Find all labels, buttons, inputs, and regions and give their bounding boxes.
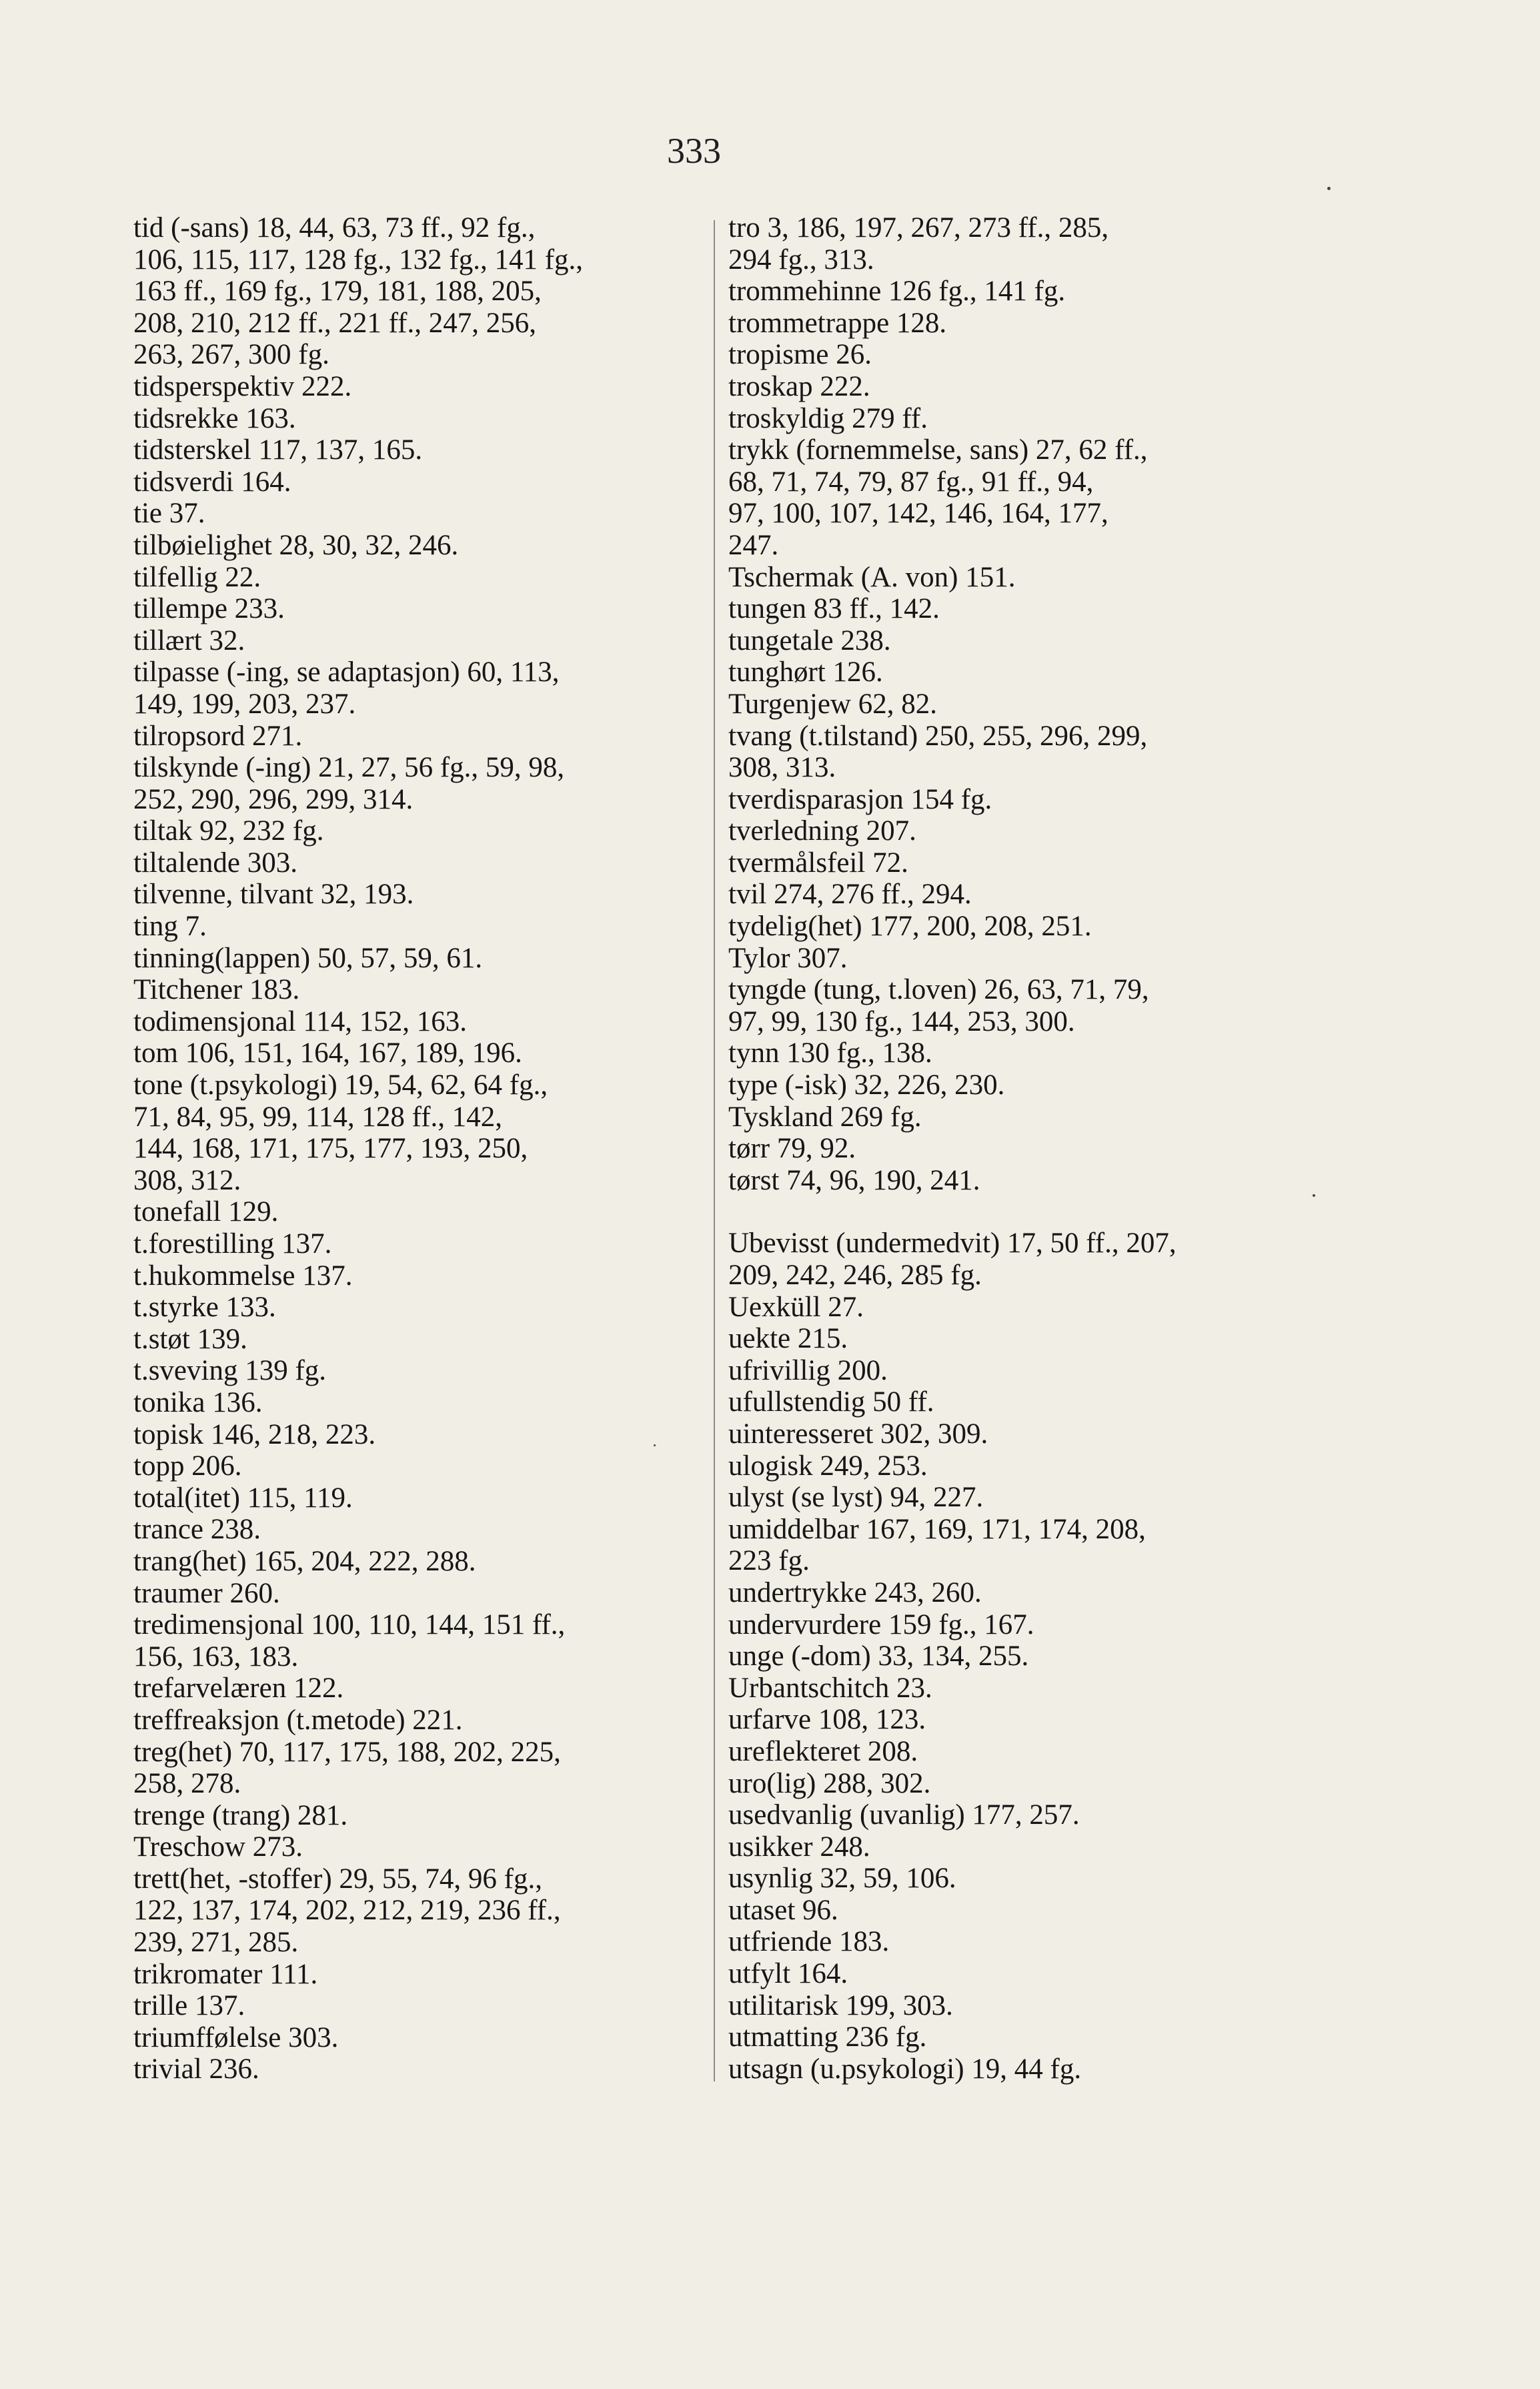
index-entry <box>728 974 1309 1037</box>
index-entry-line: tidsrekke 163. <box>133 402 296 434</box>
index-entry <box>728 1736 1309 1768</box>
index-entry <box>133 1450 714 1482</box>
index-entry-line: Tylor 307. <box>728 942 848 974</box>
index-entry-line: utfriende 183. <box>728 1926 890 1958</box>
index-entry <box>728 1863 1309 1895</box>
index-entry-line: tørst 74, 96, 190, 241. <box>728 1164 980 1196</box>
index-entry <box>728 276 1309 308</box>
index-entry-line: tom 106, 151, 164, 167, 189, 196. <box>133 1037 522 1069</box>
index-entry-line: tidsperspektiv 222. <box>133 370 352 402</box>
section-gap <box>728 1196 1309 1228</box>
index-entry <box>728 562 1309 594</box>
index-entry <box>728 2053 1309 2085</box>
index-entry <box>133 2022 714 2054</box>
index-entry <box>133 1673 714 1705</box>
index-entry-line: ureflekteret 208. <box>728 1735 918 1767</box>
index-entry-line: Treschow 273. <box>133 1831 303 1863</box>
index-entry <box>728 1831 1309 1863</box>
index-entry-continuation: 247. <box>728 529 779 561</box>
index-entry-line: tillempe 233. <box>133 593 285 625</box>
index-entry <box>728 911 1309 943</box>
index-entry <box>728 656 1309 688</box>
index-entry-line: Urbantschitch 23. <box>728 1672 932 1704</box>
index-entry-line: uekte 215. <box>728 1323 848 1355</box>
index-entry <box>133 1609 714 1673</box>
index-entry-line: troskyldig 279 ff. <box>728 402 928 434</box>
index-entry-line: ulogisk 249, 253. <box>728 1450 928 1482</box>
index-entry <box>133 371 714 403</box>
index-entry <box>728 815 1309 847</box>
index-entry <box>728 1577 1309 1609</box>
index-entry-line: tillært 32. <box>133 624 245 656</box>
index-entry-continuation: 71, 84, 95, 99, 114, 128 ff., 142, <box>133 1101 503 1133</box>
index-entry <box>133 562 714 594</box>
index-entry <box>728 1768 1309 1800</box>
index-entry <box>133 1514 714 1546</box>
index-entry-line: treg(het) 70, 117, 175, 188, 202, 225, <box>133 1736 561 1768</box>
index-entry <box>133 1355 714 1387</box>
index-entry <box>728 784 1309 816</box>
index-entry-line: trenge (trang) 281. <box>133 1799 348 1831</box>
index-entry <box>133 2053 714 2085</box>
index-entry-line: tone (t.psykologi) 19, 54, 62, 64 fg., <box>133 1069 548 1101</box>
index-entry-line: tid (-sans) 18, 44, 63, 73 ff., 92 fg., <box>133 212 536 244</box>
index-entry <box>728 593 1309 625</box>
index-entry-line: t.styrke 133. <box>133 1292 276 1324</box>
index-entry-line: type (-isk) 32, 226, 230. <box>728 1069 1005 1101</box>
index-entry-line: tidsverdi 164. <box>133 466 291 498</box>
index-entry <box>728 1450 1309 1482</box>
index-entry <box>728 2021 1309 2053</box>
index-entry <box>133 1006 714 1038</box>
index-entry <box>728 1609 1309 1641</box>
index-entry <box>133 1324 714 1356</box>
index-entry-line: trykk (fornemmelse, sans) 27, 62 ff., <box>728 434 1148 466</box>
index-entry-continuation: 223 fg. <box>728 1545 810 1577</box>
index-entry <box>728 1292 1309 1324</box>
index-entry <box>728 1323 1309 1355</box>
index-entry <box>133 847 714 879</box>
index-entry-line: troskap 222. <box>728 370 870 402</box>
index-entry <box>133 625 714 657</box>
index-entry <box>133 1037 714 1069</box>
index-entry-line: tyngde (tung, t.loven) 26, 63, 71, 79, <box>728 974 1149 1006</box>
index-entry-continuation: 106, 115, 117, 128 fg., 132 fg., 141 fg., <box>133 244 584 276</box>
index-entry-line: tilvenne, tilvant 32, 193. <box>133 879 414 911</box>
index-entry-line: tilbøielighet 28, 30, 32, 246. <box>133 529 459 561</box>
index-entry <box>728 434 1309 561</box>
index-entry-line: unge (-dom) 33, 134, 255. <box>728 1640 1029 1673</box>
index-entry-line: trefarvelæren 122. <box>133 1673 344 1705</box>
index-entry-line: tilpasse (-ing, se adaptasjon) 60, 113, <box>133 656 560 688</box>
index-entry <box>133 1546 714 1578</box>
index-entry-line: uro(lig) 288, 302. <box>728 1767 931 1799</box>
index-entry-line: tilskynde (-ing) 21, 27, 56 fg., 59, 98, <box>133 752 565 784</box>
index-column-left <box>133 212 714 2085</box>
index-entry-line: uinteresseret 302, 309. <box>728 1418 988 1450</box>
index-entry-line: trikromater 111. <box>133 1958 318 1990</box>
index-entry <box>728 403 1309 435</box>
index-entry <box>728 1069 1309 1101</box>
index-entry-line: traumer 260. <box>133 1577 280 1609</box>
index-entry-line: tungetale 238. <box>728 624 891 656</box>
index-entry-line: trommehinne 126 fg., 141 fg. <box>728 276 1066 308</box>
index-entry-line: utsagn (u.psykologi) 19, 44 fg. <box>728 2053 1082 2085</box>
index-entry-continuation: 209, 242, 246, 285 fg. <box>728 1260 982 1291</box>
index-entry <box>728 1418 1309 1450</box>
index-entry-line: tiltalende 303. <box>133 847 297 879</box>
index-entry-line: ulyst (se lyst) 94, 227. <box>728 1482 984 1514</box>
index-entry-continuation: 208, 210, 212 ff., 221 ff., 247, 256, <box>133 307 536 339</box>
index-entry <box>728 308 1309 340</box>
index-entry <box>133 1387 714 1419</box>
index-entry-continuation: 308, 312. <box>133 1164 241 1196</box>
index-entry-line: tie 37. <box>133 498 205 530</box>
index-entry <box>133 498 714 530</box>
index-entry <box>728 721 1309 784</box>
index-entry <box>728 1355 1309 1387</box>
index-entry <box>133 656 714 720</box>
index-entry <box>133 403 714 435</box>
index-entry <box>728 1958 1309 1990</box>
index-entry-line: triumffølelse 303. <box>133 2021 339 2053</box>
index-entry <box>728 1514 1309 1577</box>
index-entry-continuation: 239, 271, 285. <box>133 1927 299 1959</box>
index-entry <box>728 1673 1309 1705</box>
index-entry <box>133 434 714 466</box>
index-entry <box>133 593 714 625</box>
index-entry <box>728 1101 1309 1133</box>
index-entry-continuation: 149, 199, 203, 237. <box>133 688 356 720</box>
index-entry-line: todimensjonal 114, 152, 163. <box>133 1005 468 1037</box>
paper-speck <box>1327 187 1331 190</box>
index-entry-line: tro 3, 186, 197, 267, 273 ff., 285, <box>728 212 1109 244</box>
index-entry <box>133 1419 714 1451</box>
index-entry <box>133 1831 714 1863</box>
index-entry-continuation: 294 fg., 313. <box>728 244 874 276</box>
index-entry <box>133 1292 714 1324</box>
index-entry <box>133 943 714 975</box>
index-entry <box>133 1196 714 1228</box>
index-entry-line: undertrykke 243, 260. <box>728 1576 982 1608</box>
index-entry-line: t.hukommelse 137. <box>133 1260 353 1292</box>
index-entry-line: utilitarisk 199, 303. <box>728 1989 953 2021</box>
index-entry-line: tiltak 92, 232 fg. <box>133 815 324 847</box>
index-entry-line: tilropsord 271. <box>133 720 303 752</box>
index-entry <box>133 212 714 371</box>
paper-speck <box>1313 1194 1315 1197</box>
index-entry-line: utfylt 164. <box>728 1958 848 1990</box>
index-entry-line: tvermålsfeil 72. <box>728 847 908 879</box>
index-entry-continuation: 156, 163, 183. <box>133 1640 299 1673</box>
index-entry-line: tunghørt 126. <box>728 656 883 688</box>
index-column-right <box>728 212 1309 2085</box>
paper-speck <box>654 1444 656 1446</box>
index-entry-continuation: 97, 99, 130 fg., 144, 253, 300. <box>728 1005 1075 1037</box>
index-entry <box>728 1640 1309 1673</box>
index-entry-line: t.støt 139. <box>133 1323 247 1355</box>
index-entry <box>728 1386 1309 1418</box>
index-entry-line: undervurdere 159 fg., 167. <box>728 1608 1034 1640</box>
index-entry-continuation: 252, 290, 296, 299, 314. <box>133 783 414 815</box>
index-entry-line: urfarve 108, 123. <box>728 1704 926 1736</box>
index-entry-line: Turgenjew 62, 82. <box>728 688 937 720</box>
index-entry-line: Tschermak (A. von) 151. <box>728 561 1016 593</box>
index-entry-line: topp 206. <box>133 1450 242 1482</box>
index-entry <box>133 974 714 1006</box>
index-entry-line: trommetrappe 128. <box>728 307 947 339</box>
index-entry <box>728 879 1309 911</box>
index-entry-line: trivial 236. <box>133 2053 259 2085</box>
index-entry-line: Titchener 183. <box>133 974 300 1006</box>
index-entry-line: Tyskland 269 fg. <box>728 1101 922 1133</box>
index-entry <box>728 1482 1309 1514</box>
index-entry-line: tropisme 26. <box>728 339 872 371</box>
index-entry <box>728 1165 1309 1197</box>
index-entry-line: umiddelbar 167, 169, 171, 174, 208, <box>728 1513 1146 1545</box>
index-entry-line: tungen 83 ff., 142. <box>728 593 940 625</box>
index-entry-line: tidsterskel 117, 137, 165. <box>133 434 423 466</box>
index-entry <box>728 943 1309 975</box>
index-entry <box>133 1800 714 1832</box>
index-entry-line: tonika 136. <box>133 1386 263 1418</box>
index-entry-line: ufullstendig 50 ff. <box>728 1386 934 1418</box>
index-entry-line: t.forestilling 137. <box>133 1228 332 1260</box>
index-entry-line: ufrivillig 200. <box>728 1354 888 1386</box>
index-entry <box>133 752 714 815</box>
index-entry-line: usedvanlig (uvanlig) 177, 257. <box>728 1799 1080 1831</box>
index-entry-line: trett(het, -stoffer) 29, 55, 74, 96 fg., <box>133 1863 543 1895</box>
index-entry <box>133 721 714 753</box>
index-entry <box>728 1926 1309 1958</box>
index-entry <box>728 1990 1309 2022</box>
index-entry <box>728 1037 1309 1069</box>
index-entry-line: trance 238. <box>133 1514 261 1546</box>
index-entry <box>133 1260 714 1292</box>
index-entry <box>728 625 1309 657</box>
index-entry-line: tverledning 207. <box>728 815 916 847</box>
index-entry-line: tvil 274, 276 ff., 294. <box>728 879 972 911</box>
index-entry <box>133 1705 714 1737</box>
index-entry-line: tinning(lappen) 50, 57, 59, 61. <box>133 942 483 974</box>
index-entry <box>133 1959 714 1991</box>
index-entry <box>133 1069 714 1196</box>
index-entry <box>133 1228 714 1260</box>
index-entry-line: tilfellig 22. <box>133 561 261 593</box>
index-entry <box>728 371 1309 403</box>
index-entry-continuation: 122, 137, 174, 202, 212, 219, 236 ff., <box>133 1895 561 1927</box>
index-entry <box>728 688 1309 721</box>
index-entry-line: tynn 130 fg., 138. <box>728 1037 932 1069</box>
index-entry <box>133 1578 714 1610</box>
index-entry-continuation: 68, 71, 74, 79, 87 fg., 91 ff., 94, <box>728 466 1094 498</box>
index-entry-line: Uexküll 27. <box>728 1291 864 1323</box>
index-entry-continuation: 258, 278. <box>133 1768 241 1800</box>
index-entry-continuation: 163 ff., 169 fg., 179, 181, 188, 205, <box>133 276 542 308</box>
index-entry <box>133 879 714 911</box>
index-entry-line: tørr 79, 92. <box>728 1133 856 1165</box>
index-entry <box>728 212 1309 276</box>
index-entry-line: t.sveving 139 fg. <box>133 1355 327 1387</box>
index-entry-line: tredimensjonal 100, 110, 144, 151 ff., <box>133 1609 566 1641</box>
column-divider <box>714 220 715 2081</box>
index-entry <box>728 1133 1309 1165</box>
index-entry-line: trille 137. <box>133 1990 245 2022</box>
index-entry-line: Ubevisst (undermedvit) 17, 50 ff., 207, <box>728 1228 1177 1260</box>
index-entry <box>133 1990 714 2022</box>
index-entry-line: ting 7. <box>133 911 207 943</box>
index-entry <box>133 815 714 847</box>
index-entry <box>728 1799 1309 1831</box>
index-entry-line: usikker 248. <box>728 1831 870 1863</box>
index-entry <box>728 339 1309 371</box>
index-entry-line: utmatting 236 fg. <box>728 2021 927 2053</box>
index-entry <box>133 530 714 562</box>
index-entry <box>133 466 714 498</box>
index-entry-line: treffreaksjon (t.metode) 221. <box>133 1704 463 1736</box>
index-entry-line: usynlig 32, 59, 106. <box>728 1863 956 1895</box>
index-entry-line: tvang (t.tilstand) 250, 255, 296, 299, <box>728 720 1148 752</box>
index-entry <box>133 1482 714 1514</box>
index-entry <box>133 1863 714 1959</box>
index-entry-line: topisk 146, 218, 223. <box>133 1418 376 1450</box>
index-entry <box>728 847 1309 879</box>
index-entry-line: utaset 96. <box>728 1894 838 1926</box>
index-entry <box>133 1737 714 1800</box>
index-entry-line: total(itet) 115, 119. <box>133 1482 353 1514</box>
page-number: 333 <box>667 131 721 171</box>
index-entry-line: tonefall 129. <box>133 1196 279 1228</box>
index-entry <box>728 1228 1309 1291</box>
index-entry-line: trang(het) 165, 204, 222, 288. <box>133 1545 476 1577</box>
index-entry <box>728 1895 1309 1927</box>
index-entry-continuation: 263, 267, 300 fg. <box>133 339 329 371</box>
index-entry-line: tverdisparasjon 154 fg. <box>728 783 992 815</box>
index-entry-line: tydelig(het) 177, 200, 208, 251. <box>728 911 1092 943</box>
index-entry <box>133 911 714 943</box>
index-entry-continuation: 97, 100, 107, 142, 146, 164, 177, <box>728 498 1108 530</box>
index-entry-continuation: 144, 168, 171, 175, 177, 193, 250, <box>133 1133 528 1165</box>
index-entry-continuation: 308, 313. <box>728 752 836 784</box>
index-entry <box>728 1704 1309 1736</box>
